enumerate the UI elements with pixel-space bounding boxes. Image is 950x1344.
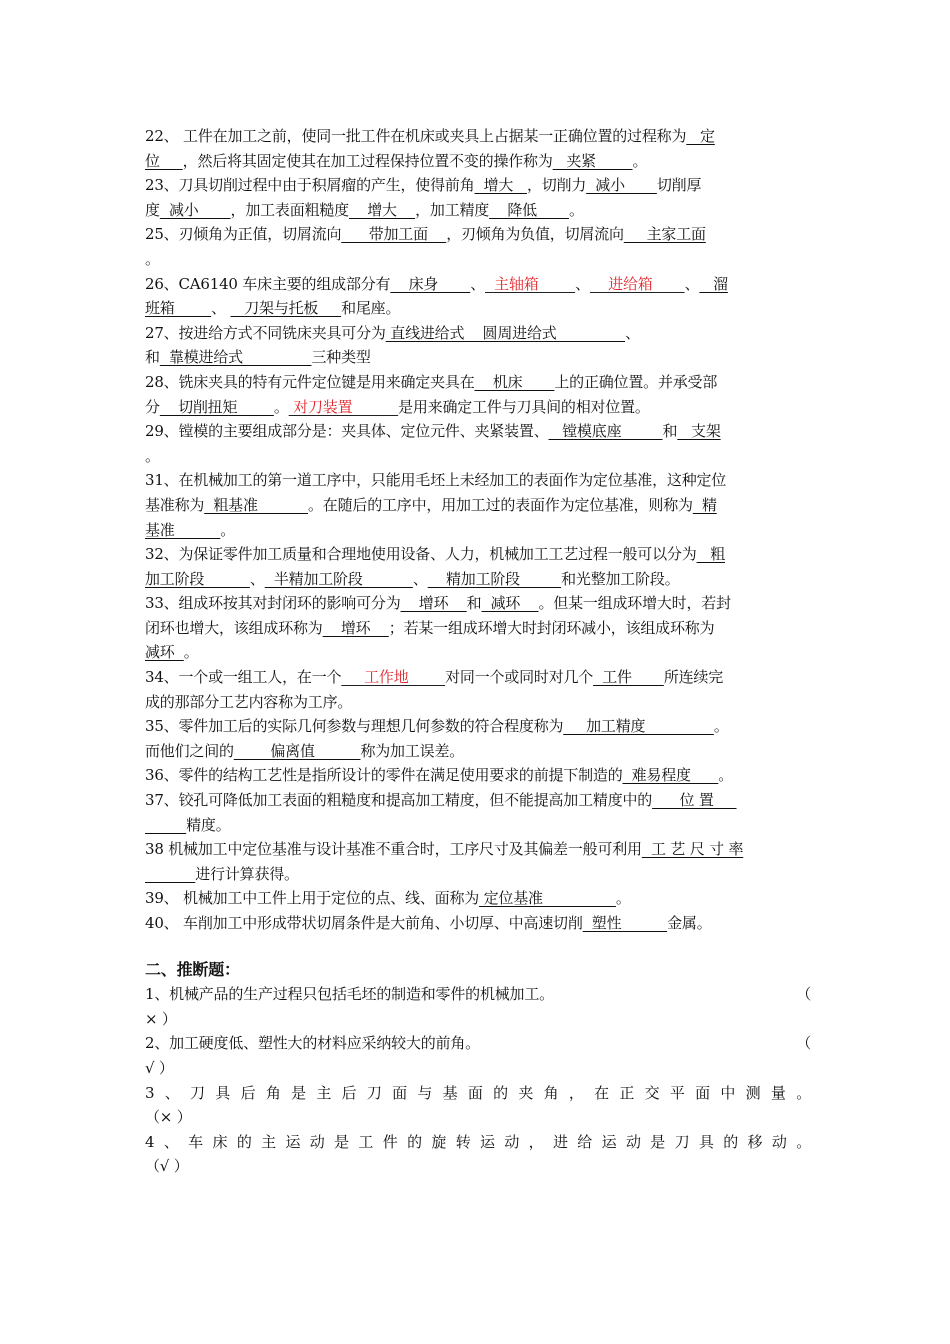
answer-blank: 定位基准	[479, 889, 616, 908]
answer-blank-highlighted: 对刀装置	[288, 397, 399, 416]
answer-blank: 难易程度	[622, 766, 719, 785]
judge-question-2: 2、加工硬度低、塑性大的材料应采纳较大的前角。 （	[145, 1031, 811, 1056]
question-33-line-1: 33、组成环按其对封闭环的影响可分为 增环 和 减环 。但某一组成环增大时，若封	[145, 594, 731, 613]
answer-blank: 镗模底座	[548, 422, 663, 441]
question-33-line-2: 闭环也增大，该组成环称为 增环 ；若某一组成环增大时封闭环减小，该组成环称为	[145, 618, 715, 637]
document-body	[145, 124, 811, 1179]
answer-blank: 减环	[481, 594, 539, 613]
answer-blank: 带加工面	[341, 225, 447, 244]
judge-answer-2	[145, 1056, 811, 1081]
question-28-line-2: 分 切削扭矩 。 对刀装置 是用来确定工件与刀具间的相对位置。	[145, 397, 650, 416]
question-26-line-1: 26、CA6140 车床主要的组成部分有 床身 、 主轴箱 、 进给箱 、 溜	[145, 274, 728, 293]
answer-blank: 支架	[677, 422, 721, 441]
section-gap	[145, 936, 811, 956]
question-29-line-1: 29、镗模的主要组成部分是：夹具体、定位元件、夹紧装置、 镗模底座 和 支架	[145, 422, 721, 441]
answer-blank: 位 置	[652, 791, 737, 810]
answer-blank: 工件	[593, 668, 664, 687]
question-35-line-1: 35、零件加工后的实际几何参数与理想几何参数的符合程度称为 加工精度 。	[145, 717, 729, 736]
question-22-line-2: 位 ，然后将其固定使其在加工过程保持位置不变的操作称为 夹紧 。	[145, 151, 648, 170]
answer-blank: 增环	[322, 618, 389, 637]
answer-blank: 刀架与托板	[230, 299, 342, 318]
question-31-line-2: 基准称为 粗基准 。在随后的工序中，用加工过的表面作为定位基准，则称为 精	[145, 495, 717, 514]
judge-question-1: 1、机械产品的生产过程只包括毛坯的制造和零件的机械加工。 （	[145, 982, 811, 1007]
answer-blank: 溜	[699, 274, 728, 293]
answer-blank: 增环	[400, 594, 467, 613]
question-39-line-1: 39、 机械加工中工件上用于定位的点、线、面称为 定位基准 。	[145, 889, 631, 908]
answer-blank: 靠模进给式	[159, 348, 312, 367]
question-35-line-2: 而他们之间的 偏离值 称为加工误差。	[145, 741, 465, 760]
answer-blank: 精	[692, 495, 717, 514]
question-25-line-1: 25、刃倾角为正值，切屑流向 带加工面 ，刃倾角为负值，切屑流向 主家工面	[145, 225, 706, 244]
answer-blank: 增大	[348, 200, 416, 219]
section-2-heading: 二、推断题：	[145, 959, 240, 979]
answer-blank: 加工阶段	[145, 569, 250, 588]
answer-blank: 工 艺 尺 寸 率	[641, 840, 744, 859]
answer-open-paren: （	[796, 985, 811, 1004]
answer-blank: 主家工面	[623, 225, 706, 244]
answer-blank: 加工精度	[563, 717, 714, 736]
answer-open-paren: （	[796, 1034, 811, 1053]
answer-blank: 减小	[586, 176, 657, 195]
answer-blank: 粗	[696, 545, 726, 564]
answer-blank: 减环	[145, 643, 184, 662]
answer-mark: （√ ）	[145, 1157, 189, 1176]
question-25-line-2: 。	[145, 249, 160, 268]
question-31-line-3: 基准 。	[145, 520, 236, 539]
answer-blank: 基准	[145, 520, 221, 539]
answer-blank: 精加工阶段	[427, 569, 562, 588]
question-29-line-2: 。	[145, 446, 160, 465]
judge-answer-1	[145, 1007, 811, 1032]
question-37-line-1: 37、铰孔可降低加工表面的粗糙度和提高加工精度，但不能提高加工精度中的 位 置	[145, 791, 737, 810]
question-38-line-2: 进行计算获得。	[145, 862, 811, 887]
answer-blank-highlighted: 主轴箱	[485, 274, 576, 293]
answer-blank: 降低	[489, 200, 569, 219]
judge-question-3: 3、刀具后角是主后刀面与基面的夹角，在正交平面中测量。	[145, 1083, 811, 1102]
answer-blank-highlighted: 进给箱	[589, 274, 685, 293]
answer-mark: √ ）	[145, 1058, 174, 1077]
question-31-line-1: 31、在机械加工的第一道工序中，只能用毛坯上未经加工的表面作为定位基准，这种定位	[145, 471, 727, 490]
judge-answer-3	[145, 1105, 811, 1130]
answer-blank: 粗基准	[204, 495, 308, 514]
question-22-line-1: 22、 工件在加工之前，使同一批工件在机床或夹具上占据某一正确位置的过程称为 定	[145, 127, 715, 145]
answer-blank: 定	[686, 127, 715, 145]
answer-blank	[145, 865, 195, 883]
answer-blank: 半精加工阶段	[264, 569, 413, 588]
question-38-line-1: 38 机械加工中定位基准与设计基准不重合时，工序尺寸及其偏差一般可利用 工 艺 尺 寸 率	[145, 840, 744, 859]
answer-mark: （× ）	[145, 1108, 192, 1127]
answer-blank: 切削扭矩	[159, 397, 274, 416]
answer-blank: 机床	[474, 372, 555, 391]
question-26-line-2: 班箱 、 刀架与托板 和尾座。	[145, 299, 401, 318]
judge-question-4: 4、车床的主运动是工件的旋转运动，进给运动是刀具的移动。	[145, 1132, 811, 1151]
judge-answer-4	[145, 1154, 811, 1179]
question-23-line-2: 度 减小 ，加工表面粗糙度 增大 ，加工精度 降低 。	[145, 200, 584, 219]
question-28-line-1: 28、铣床夹具的特有元件定位键是用来确定夹具在 机床 上的正确位置。并承受部	[145, 372, 718, 391]
question-23-line-1: 23、刀具切削过程中由于积屑瘤的产生，使得前角 增大 ，切削力 减小 切削厚	[145, 176, 702, 195]
answer-blank-highlighted: 工作地	[341, 668, 446, 687]
answer-blank: 位	[145, 151, 183, 170]
question-34-line-1: 34、一个或一组工人，在一个 工作地 对同一个或同时对几个 工件 所连续完	[145, 668, 724, 687]
question-40-line-1: 40、 车削加工中形成带状切屑条件是大前角、小切厚、中高速切削 塑性 金属。	[145, 914, 712, 932]
question-34-line-2: 成的那部分工艺内容称为工序。	[145, 692, 353, 711]
question-27-line-2: 和 靠模进给式 三种类型	[145, 348, 371, 367]
answer-blank: 偏离值	[233, 741, 361, 760]
answer-blank: 塑性	[582, 914, 668, 932]
question-33-line-3: 减环 。	[145, 643, 199, 662]
answer-blank: 减小	[159, 200, 231, 219]
answer-blank: 班箱	[145, 299, 212, 318]
answer-blank: 直线进给式 圆周进给式	[385, 323, 626, 342]
answer-blank: 夹紧	[552, 151, 633, 170]
answer-blank: 增大	[474, 176, 527, 195]
question-32-line-1: 32、为保证零件加工质量和合理地使用设备、人力，机械加工工艺过程一般可以分为 粗	[145, 545, 726, 564]
question-32-line-2: 加工阶段 、 半精加工阶段 、 精加工阶段 和光整加工阶段。	[145, 569, 680, 588]
answer-mark: × ）	[145, 1009, 177, 1028]
question-27-line-1: 27、按进给方式不同铣床夹具可分为 直线进给式 圆周进给式 、	[145, 323, 640, 342]
question-36-line-1: 36、零件的结构工艺性是指所设计的零件在满足使用要求的前提下制造的 难易程度 。	[145, 766, 734, 785]
answer-blank	[145, 816, 186, 834]
question-37-line-2: 精度。	[145, 813, 811, 838]
answer-blank: 床身	[390, 274, 471, 293]
